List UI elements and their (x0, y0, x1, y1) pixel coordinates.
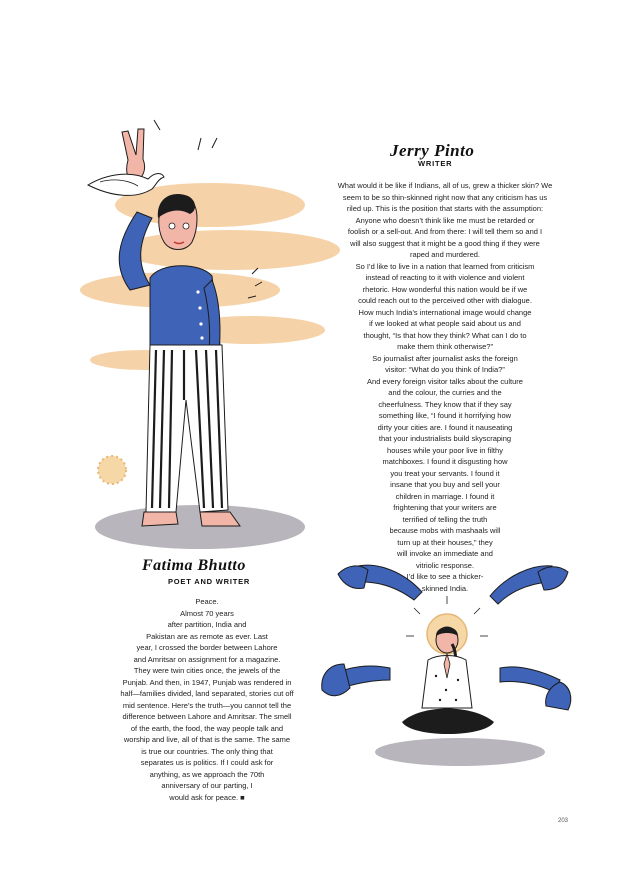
jerry-signature: Jerry Pinto (390, 141, 475, 160)
jerry-line: I’d like to see a thicker- (406, 572, 484, 581)
jerry-line: instead of reacting to it with violence and violent (365, 273, 525, 282)
jerry-line: riled up. This is the position that starts with the assumption: (346, 204, 544, 213)
fatima-line: Almost 70 years (180, 608, 234, 618)
jerry-line: because mobs with mashaals will (389, 526, 501, 535)
jerry-line: And every foreign visitor talks about the culture (367, 376, 523, 386)
jerry-line: turn up at their houses,” they (397, 537, 493, 547)
jerry-line: children in marriage. I found it (395, 491, 495, 501)
fatima-line: anything, as we approach the 70th (149, 769, 265, 779)
jerry-line: rhetoric. How wonderful this nation would be if we (362, 284, 528, 294)
fatima-line: after partition, India and (167, 620, 247, 629)
page-number: 203 (557, 818, 568, 824)
jerry-line: matchboxes. I found it disgusting how (382, 457, 508, 466)
jerry-illustration (322, 565, 571, 766)
jerry-line: So I’d like to live in a nation that learned from criticism (355, 261, 535, 271)
jerry-line: skinned India. (421, 583, 469, 593)
jerry-line: will also suggest that it might be a good thing if they were (350, 238, 540, 248)
jerry-line: insane that you buy and sell your (390, 480, 500, 489)
jerry-line: terrified of telling the truth (402, 514, 488, 524)
fatima-line: Punjab. And then, in 1947, Punjab was rendered in (122, 677, 292, 687)
jerry-line: and the colour, the curries and the (388, 388, 502, 397)
fatima-line: They were twin cities once, the jewels of the (133, 666, 281, 675)
fatima-line: and Amritsar on assignment for a magazine. (133, 654, 281, 664)
jerry-line: frightening that your writers are (393, 503, 497, 512)
jerry-line: if we looked at what people said about us and (369, 319, 521, 328)
fatima-signature: Fatima Bhutto (142, 557, 246, 574)
jerry-line: dirty your cities are. I found it nauseating (377, 422, 513, 432)
fatima-essay (100, 596, 314, 803)
fatima-line: anniversary of our parting, I (161, 781, 253, 790)
fatima-line: difference between Lahore and Amritsar. The smell (122, 712, 292, 721)
jerry-line: will invoke an immediate and (397, 549, 493, 558)
jerry-role: WRITER (418, 159, 453, 168)
jerry-line: foolish or a sell-out. And from there: I will tell them so and I (347, 227, 543, 236)
jerry-line: could reach out to the perceived other with dialogue. (358, 296, 532, 305)
jerry-line: you treat your servants. I found it (390, 468, 500, 478)
jerry-essay (300, 180, 590, 594)
jerry-line: cheerfulness. They know that if they say (378, 399, 512, 409)
fatima-line: separates us is politics. If I could ask for (140, 758, 274, 767)
jerry-line: vitriolic response. (416, 560, 474, 570)
fatima-line: Pakistan are as remote as ever. Last (146, 631, 268, 641)
jerry-line: How much India’s international image would change (358, 307, 532, 317)
jerry-line: that your industrialists build skyscraping (378, 434, 512, 443)
jerry-line: houses while your poor live in filthy (387, 445, 503, 455)
jerry-line: visitor: “What do you think of India?” (385, 365, 505, 374)
jerry-line: So journalist after journalist asks the foreign (372, 353, 518, 363)
fatima-line: year, I crossed the border between Lahore (136, 643, 278, 652)
fatima-line: is true our countries. The only thing that (141, 746, 273, 756)
fatima-line: of the earth, the food, the way people talk and (130, 723, 284, 733)
fatima-line: Peace. (195, 597, 219, 606)
jerry-line: Anyone who doesn’t think like me must be retarded or (355, 215, 535, 225)
fatima-line: half—families divided, land separated, stories cut off (120, 689, 294, 698)
fatima-role: POET AND WRITER (168, 577, 251, 586)
fatima-line: would ask for peace. ■ (169, 792, 245, 802)
jerry-line: seem to be so thin-skinned right now that any criticism has us (342, 192, 548, 202)
jerry-line: make them think otherwise?” (397, 342, 493, 351)
fatima-line: worship and live, all of that is the same. The same (123, 735, 291, 744)
jerry-line: something like, “I found it horrifying how (378, 411, 512, 420)
jerry-line: What would it be like if Indians, all of us, grew a thicker skin? We (337, 181, 553, 190)
jerry-line: raped and murdered. (409, 250, 481, 259)
jerry-line: thought, “Is that how they think? What can I do to (363, 330, 527, 340)
fatima-line: mid sentence. Here’s the truth—you cannot tell the (122, 700, 292, 710)
